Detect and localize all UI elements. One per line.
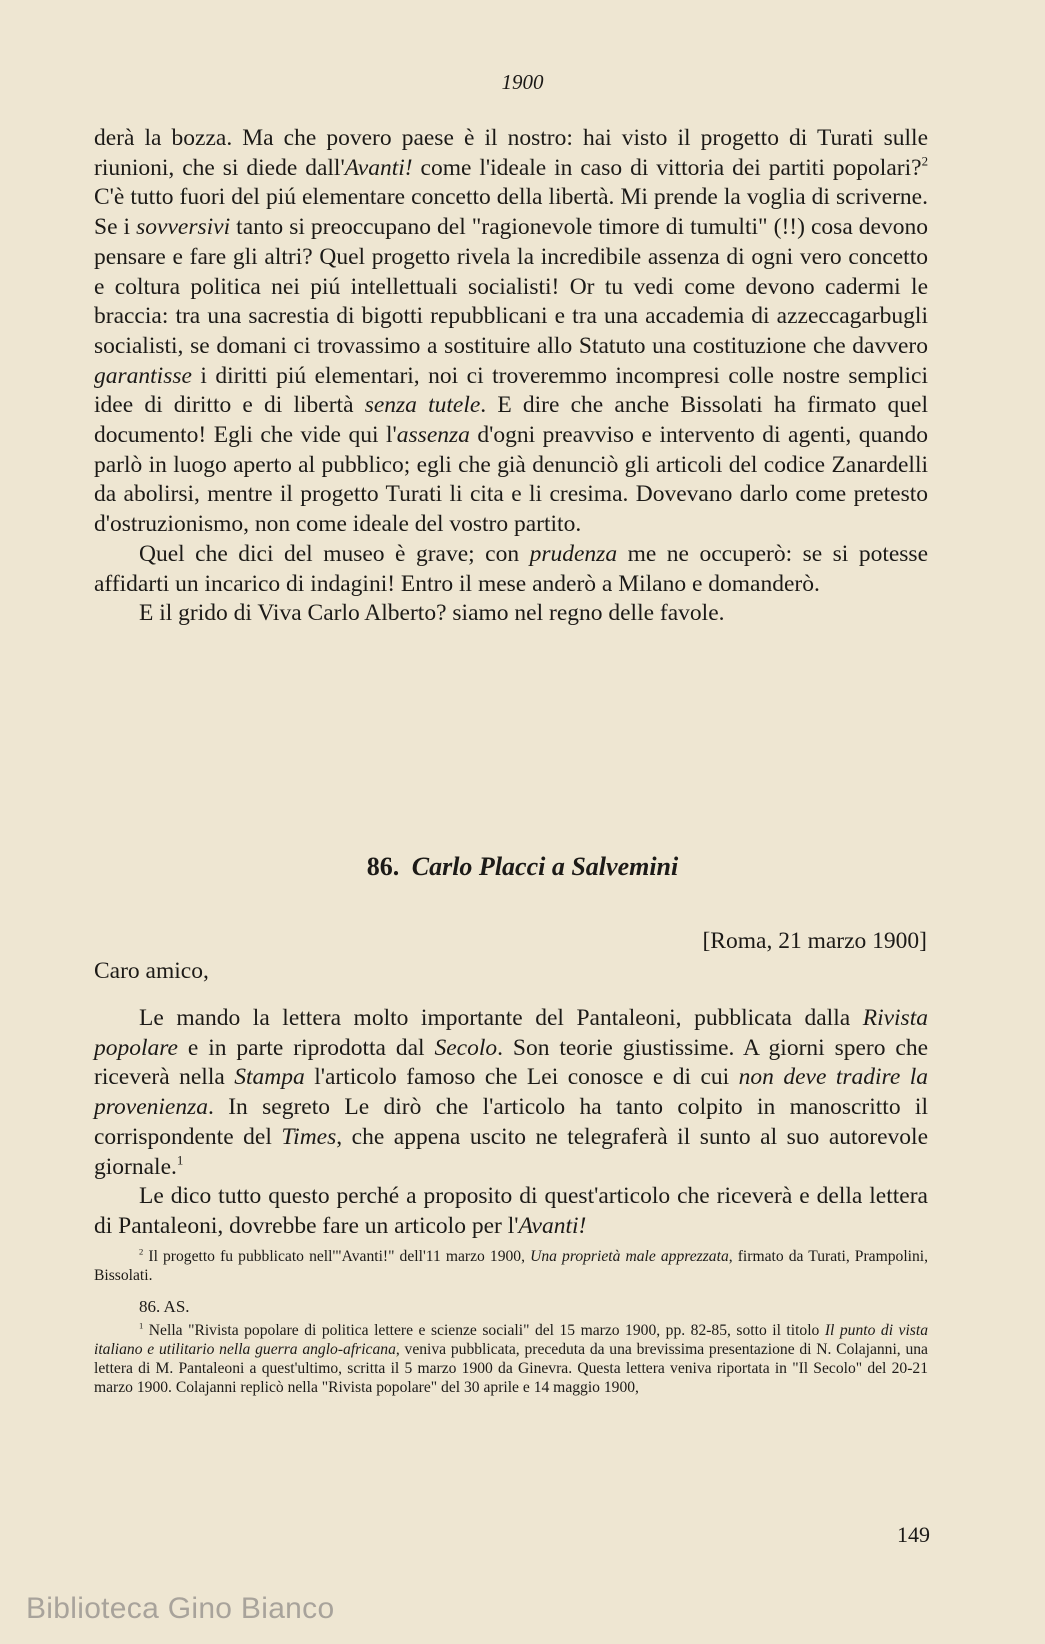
text-run: E il grido di Viva Carlo Alberto? siamo nel regno delle favole. bbox=[139, 600, 725, 627]
footnote-2 bbox=[94, 1247, 928, 1285]
italic-run: Avanti! bbox=[518, 1212, 587, 1239]
letter-dateline: [Roma, 21 marzo 1900] bbox=[702, 928, 927, 954]
letter-title: Carlo Placci a Salvemini bbox=[411, 852, 679, 881]
paragraph bbox=[94, 1182, 928, 1241]
italic-run: non deve tradire la provenienza bbox=[94, 1064, 928, 1121]
footnote-1 bbox=[94, 1321, 928, 1398]
letter-body bbox=[94, 1004, 928, 1242]
text-run: come l'ideale in caso di vittoria dei partiti popolari? bbox=[412, 154, 922, 181]
italic-run: Rivista popolare bbox=[94, 1005, 928, 1061]
text-run: . Son teorie giustissime. A giorni spero che riceverà nella bbox=[94, 1034, 928, 1091]
letter-number: 86. bbox=[366, 852, 400, 881]
continued-letter-text bbox=[94, 124, 928, 629]
footnote-ref: 1 bbox=[139, 1320, 144, 1331]
italic-run: Il punto di vista italiano e utilitario nella guerra anglo-africana bbox=[94, 1321, 928, 1358]
italic-run: assenza bbox=[396, 422, 470, 449]
text-run: , veniva pubblicata, preceduta da una brevissima presentazione di N. Colajanni, una lettera di M. Pantaleoni a quest'ultimo, scritta il 5 marzo 1900 da Ginevra. Questa lettera veniva riportata in "Il Secolo" del 20-21 marzo 1900. Colajanni replicò nella "Rivista popolare" del 30 aprile e 14 maggio 1900, bbox=[94, 1340, 928, 1397]
footnotes bbox=[94, 1247, 928, 1397]
text-run: Le mando la lettera molto importante del Pantaleoni, pubblicata dalla bbox=[139, 1005, 863, 1031]
text-run: l'articolo famoso che Lei conosce e di cui bbox=[304, 1064, 739, 1091]
text-run: C'è tutto fuori del piú elementare concetto della libertà. Mi prende la voglia di scriverne. Se i bbox=[94, 184, 928, 241]
italic-run: Secolo bbox=[434, 1034, 498, 1061]
paragraph bbox=[94, 124, 928, 540]
italic-run: Avanti! bbox=[344, 154, 413, 181]
letter-heading bbox=[0, 852, 1045, 882]
italic-run: Times bbox=[281, 1123, 337, 1150]
text-run: , che appena uscito ne telegraferà il sunto al suo autorevole giornale. bbox=[94, 1123, 929, 1180]
letter-salutation: Caro amico, bbox=[94, 958, 209, 984]
text-run: me ne occuperò: se si potesse affidarti un incarico di indagini! Entro il mese anderò a Milano e domanderò. bbox=[94, 540, 929, 597]
italic-run: sovversivi bbox=[136, 214, 231, 241]
text-run: d'ogni preavviso e intervento di agenti, quando parlò in luogo aperto al pubblico; egli che già denunciò gli articoli del codice Zanardelli da abolirsi, mentre il progetto Turati li cita e li cresima. Dovevano darlo come pretesto d'ostruzionismo, non come ideale del vostro partito. bbox=[94, 422, 928, 538]
italic-run: Una proprietà male apprezzata bbox=[530, 1248, 729, 1265]
page-number: 149 bbox=[897, 1522, 930, 1547]
text-run: derà la bozza. Ma che povero paese è il nostro: hai visto il progetto di Turati sulle riunioni, che si diede dall' bbox=[94, 125, 928, 181]
text-run: Le dico tutto questo perché a proposito di quest'articolo che riceverà e della lettera di Pantaleoni, dovrebbe fare un articolo per l' bbox=[94, 1183, 928, 1239]
text-run: tanto si preoccupano del "ragionevole timore di tumulti" (!!) cosa devono pensare e fare gli altri? Quel progetto rivela la incredibile assenza di ogni vero concetto e coltura politica nei piú intellettuali socialisti! Or tu vedi come devono cadermi le braccia: tra una sacrestia di bigotti repubblicani e tra una accademia di azzeccagarbugli socialisti, se domani ci trovassimo a sostituire allo Statuto una costituzione che davvero bbox=[94, 214, 928, 359]
italic-run: garantisse bbox=[94, 362, 192, 389]
italic-run: senza tutele bbox=[364, 392, 481, 419]
paragraph bbox=[94, 540, 928, 599]
text-run: e in parte riprodotta dal bbox=[177, 1034, 435, 1061]
footnote-ref: 1 bbox=[176, 1151, 184, 1167]
footnote-ref: 2 bbox=[921, 153, 929, 169]
paragraph bbox=[94, 1004, 928, 1182]
footnote-ref: 2 bbox=[139, 1246, 144, 1257]
text-run: Quel che dici del museo è grave; con bbox=[139, 540, 530, 567]
text-run: . In segreto Le dirò che l'articolo ha tanto colpito in manoscritto il corrispondente del bbox=[94, 1094, 928, 1150]
text-run: i diritti piú elementari, noi ci troveremmo incompresi colle nostre semplici idee di diritto e di libertà bbox=[94, 362, 928, 419]
text-run: . E dire che anche Bissolati ha firmato quel documento! Egli che vide qui l' bbox=[94, 392, 928, 449]
italic-run: Stampa bbox=[234, 1064, 305, 1091]
paragraph bbox=[94, 599, 928, 629]
letter-source-note: 86. AS. bbox=[139, 1297, 190, 1317]
text-run: Nella "Rivista popolare di politica lettere e scienze sociali" del 15 marzo 1900, pp. 82-85, sotto il titolo bbox=[143, 1321, 825, 1339]
running-head: 1900 bbox=[501, 70, 544, 94]
text-run: Il progetto fu pubblicato nell'"Avanti!" dell'11 marzo 1900, bbox=[143, 1248, 531, 1265]
text-run: , firmato da Turati, Prampolini, Bissolati. bbox=[94, 1248, 929, 1285]
library-watermark: Biblioteca Gino Bianco bbox=[26, 1592, 335, 1625]
italic-run: prudenza bbox=[529, 540, 618, 567]
